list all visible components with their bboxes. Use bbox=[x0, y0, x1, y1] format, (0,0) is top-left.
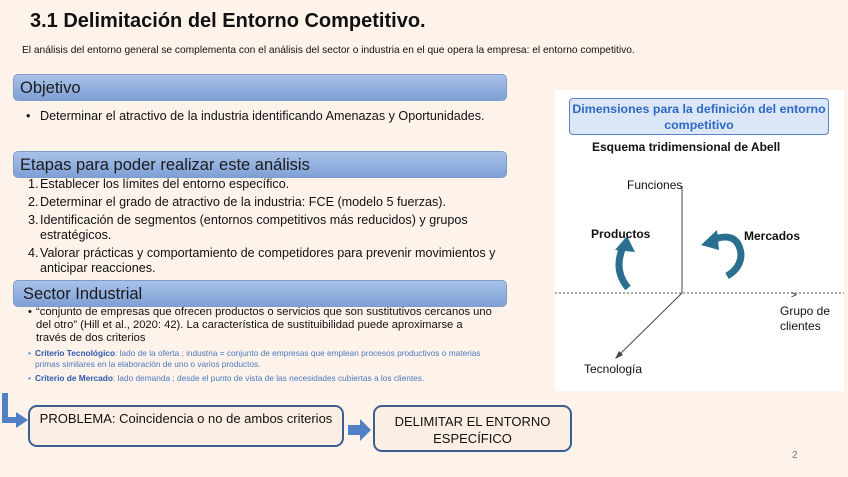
grupo-arrow-label: > bbox=[791, 290, 797, 301]
result-box: DELIMITAR EL ENTORNO ESPECÍFICO bbox=[373, 405, 572, 452]
grupo-label: Grupo de clientes bbox=[780, 304, 831, 333]
abell-diagram bbox=[555, 90, 844, 391]
bullet-icon: • bbox=[28, 373, 31, 383]
bullet-icon: • bbox=[28, 348, 31, 358]
bullet-icon: • bbox=[28, 306, 32, 318]
list-item bbox=[28, 177, 500, 192]
slide-subtitle: El análisis del entorno general se complementa con el análisis del sector o industria en el que opera la empresa: el entorno competitivo. bbox=[22, 45, 635, 56]
productos-label: Productos bbox=[591, 227, 651, 241]
mercados-label: Mercados bbox=[744, 229, 801, 243]
objetivo-header: Objetivo bbox=[13, 74, 507, 101]
right-arrow-icon bbox=[348, 419, 371, 441]
criterio-mercado bbox=[28, 373, 496, 384]
step-text: Establecer los límites del entorno específico. bbox=[40, 177, 290, 191]
sector-content bbox=[28, 306, 496, 384]
sector-definition-text: “conjunto de empresas que ofrecen productos o servicios que son sustitutivos cercanos uno del otro” (Hill et al., 2020: 42). La característica de sustituibilidad puede aproximarse a través de dos criterios bbox=[36, 306, 492, 344]
criterio-tecnologico-text: : lado de la oferta ; industria = conjunto de empresas que emplean procesos productivos o materias primas similares en la elaboración de uno o varios productos. bbox=[35, 348, 481, 369]
step-text: Valorar prácticas y comportamiento de competidores para prevenir movimientos y anticipar reacciones. bbox=[40, 246, 496, 275]
list-item bbox=[28, 246, 500, 276]
slide-title: 3.1 Delimitación del Entorno Competitivo. bbox=[30, 10, 426, 32]
etapas-list bbox=[28, 177, 500, 279]
bent-arrow-icon bbox=[2, 393, 28, 428]
step-number: 4. bbox=[28, 246, 39, 260]
technology-axis-line bbox=[618, 293, 682, 356]
list-item bbox=[28, 195, 500, 210]
sector-header: Sector Industrial bbox=[13, 280, 507, 307]
step-text: Identificación de segmentos (entornos competitivos más reducidos) y grupos estratégicos. bbox=[40, 213, 468, 242]
list-item bbox=[28, 213, 500, 243]
curved-arrow-right-icon bbox=[701, 230, 741, 276]
bullet-icon: • bbox=[26, 109, 31, 123]
step-number: 1. bbox=[28, 177, 39, 191]
scheme-text: Esquema tridimensional de Abell bbox=[592, 140, 781, 154]
page-number: 2 bbox=[792, 450, 798, 461]
step-text: Determinar el grado de atractivo de la industria: FCE (modelo 5 fuerzas). bbox=[40, 195, 446, 209]
objetivo-item bbox=[26, 108, 496, 124]
step-number: 3. bbox=[28, 213, 39, 227]
objetivo-text: Determinar el atractivo de la industria identificando Amenazas y Oportunidades. bbox=[40, 109, 485, 123]
criterio-tecnologico-label: Criterio Tecnológico bbox=[35, 348, 116, 358]
tecnologia-label: Tecnología bbox=[584, 362, 643, 376]
diagram-title: Dimensiones para la definición del entorno competitivo bbox=[569, 98, 829, 135]
criterio-mercado-text: : lado demanda ; desde el punto de vista de las necesidades cubiertas a los clientes. bbox=[112, 373, 425, 383]
curved-arrow-left-icon bbox=[615, 236, 635, 288]
etapas-header: Etapas para poder realizar este análisis bbox=[13, 151, 507, 178]
sector-definition bbox=[28, 306, 496, 345]
criterio-tecnologico bbox=[28, 348, 496, 370]
problem-box: PROBLEMA: Coincidencia o no de ambos criterios bbox=[28, 405, 344, 447]
criterio-mercado-label: Criterio de Mercado bbox=[35, 373, 113, 383]
funciones-label: Funciones bbox=[627, 178, 683, 192]
step-number: 2. bbox=[28, 195, 39, 209]
